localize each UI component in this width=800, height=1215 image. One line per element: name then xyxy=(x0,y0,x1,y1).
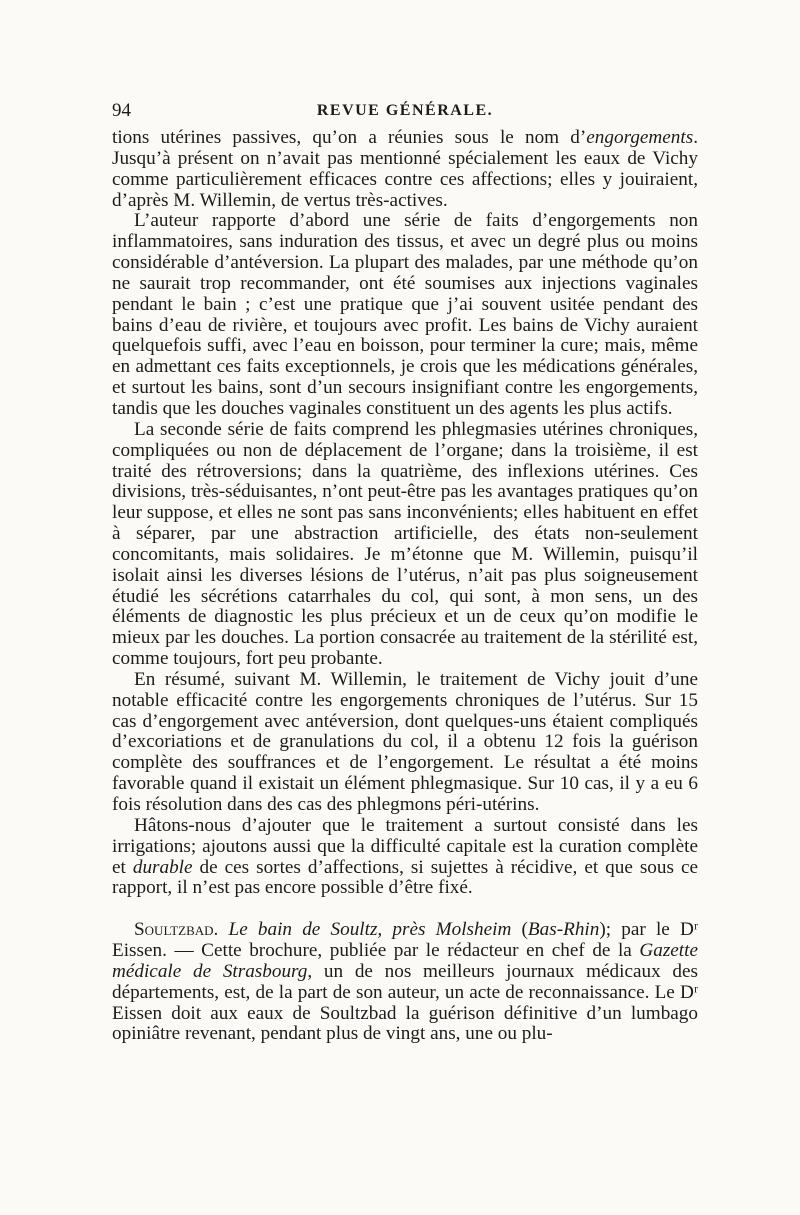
page-header xyxy=(112,100,698,126)
paragraph-p1 xyxy=(112,128,698,211)
text-run: , un de nos meilleurs journaux médicaux des départements, est, de la part de son auteur, un acte de reconnaissance. Le Dʳ Eissen doit aux eaux de Soultzbad la guérison définitive d’un lumbago opiniâtre revenant, pendant plus de vingt ans, une ou plu- xyxy=(112,960,698,1045)
smallcaps-text: Soultzbad. xyxy=(134,919,219,941)
paragraph-p6 xyxy=(112,920,698,1045)
text-run: La seconde série de faits comprend les phlegmasies utérines chroniques, compliquées ou non de déplacement de l’organe; dans la troisième, il est traité des rétroversions; dans la quatrième, des inflexions utérines. Ces divisions, très-séduisantes, n’ont peut-être pas les avantages pratiques qu’on leur suppose, et elles ne sont pas sans inconvénients; elles habituent en effet à séparer, par une abstraction artificielle, des états non-seulement concomitants, mais solidaires. Je m’étonne que M. Willemin, puisqu’il isolait ainsi les diverses lésions de l’utérus, n’ait pas plus soigneusement étudié les sécrétions catarrhales du col, qui sont, à mon sens, un des éléments de diagnostic les plus précieux et un de ceux qu’on modifie le mieux par les douches. La portion consacrée au traitement de la stérilité est, comme toujours, fort peu probante. xyxy=(112,418,698,670)
article-body xyxy=(112,128,698,1045)
paragraph-p5 xyxy=(112,816,698,899)
paragraph-p2 xyxy=(112,211,698,419)
italic-text: Gazette médicale de Strasbourg xyxy=(112,940,698,982)
text-run: Hâtons-nous d’ajouter que le traitement a surtout consisté dans les irrigations; ajoutons aussi que la difficulté capitale est la curation complète et xyxy=(112,814,698,878)
paragraph-p3 xyxy=(112,420,698,670)
text-run: de ces sortes d’affections, si sujettes à récidive, et que sous ce rapport, il n’est pas encore possible d’être fixé. xyxy=(112,856,698,899)
italic-text: Bas-Rhin xyxy=(527,919,600,941)
text-run: ( xyxy=(511,919,528,941)
text-run: ); par le Dʳ Eissen. — Cette brochure, publiée par le rédacteur en chef de la xyxy=(112,919,699,962)
page-number: 94 xyxy=(112,100,131,121)
text-run: L’auteur rapporte d’abord une série de faits d’engorgements non inflammatoires, sans induration des tissus, et avec un degré plus ou moins considérable d’antéversion. La plupart des malades, par une méthode qu’on ne saurait trop recommander, ont été soumises aux injections vaginales pendant le bain ; c’est une pratique que j’ai souvent usitée pendant des bains d’eau de rivière, et toujours avec profit. Les bains de Vichy auraient quelquefois suffi, avec l’eau en boisson, pour terminer la cure; mais, même en admettant ces faits exceptionnels, je crois que les médications générales, et surtout les bains, sont d’un secours insignifiant contre les engorgements, tandis que les douches vaginales constituent un des agents les plus actifs. xyxy=(112,210,698,419)
italic-text: durable xyxy=(132,856,193,878)
text-run: En résumé, suivant M. Willemin, le traitement de Vichy jouit d’une notable efficacité contre les engorgements chroniques de l’utérus. Sur 15 cas d’engorgement avec antéversion, dont quelques-uns étaient compliqués d’excoriations et de granulations du col, il a obtenu 12 fois la guérison complète des souffrances et de l’engorgement. Le résultat a été moins favorable quand il existait un élément phlegmasique. Sur 10 cas, il y a eu 6 fois résolution dans des cas des phlegmons péri-utérins. xyxy=(112,668,698,815)
italic-text: engorgements xyxy=(586,127,694,148)
italic-text: Le bain de Soultz, près Molsheim xyxy=(228,919,512,941)
text-run: . Jusqu’à présent on n’avait pas mentionné spécialement les eaux de Vichy comme particulièrement efficaces contre ces affections; elles y jouiraient, d’après M. Willemin, de vertus très-actives. xyxy=(112,127,698,211)
running-title: REVUE GÉNÉRALE. xyxy=(316,102,494,119)
text-run xyxy=(218,919,228,940)
paragraph-p4 xyxy=(112,670,698,816)
text-run: tions utérines passives, qu’on a réunies sous le nom d’ xyxy=(112,127,587,148)
